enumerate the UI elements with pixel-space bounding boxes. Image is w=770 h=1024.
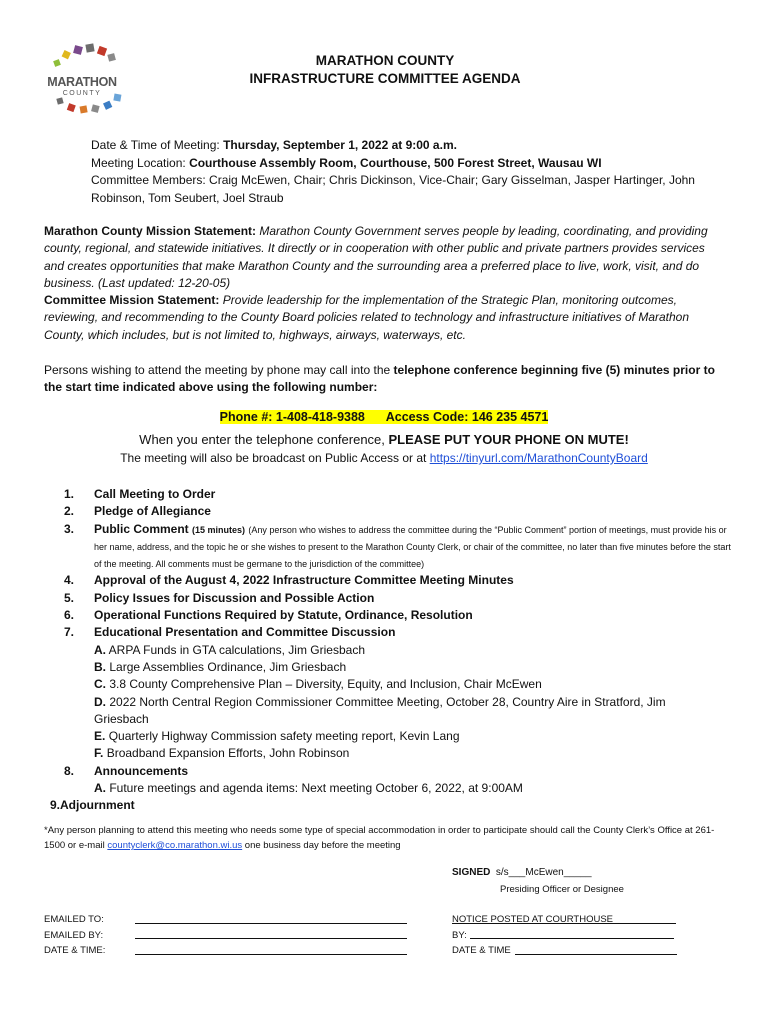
broadcast-link[interactable]: https://tinyurl.com/MarathonCountyBoard — [429, 451, 648, 465]
signed-value: s/s___McEwen_____ — [495, 867, 592, 878]
posted-date-time-label: DATE & TIME — [452, 945, 511, 956]
meeting-location: Meeting Location: Courthouse Assembly Room, Courthouse, 500 Forest Street, Wausau WI — [91, 155, 602, 170]
agenda-item-9: 9.Adjournment — [50, 798, 135, 813]
posted-by-field — [470, 938, 674, 939]
mute-notice: When you enter the telephone conference, PLEASE PUT YOUR PHONE ON MUTE! — [139, 432, 629, 447]
agenda-item-3: 3. Public Comment (15 minutes) (Any person who wishes to address the committee during the “Public Comment” portion of meetings, must provide his or her name, address, and the topic he or she wishes to present to the Marathon County Clerk, or chair of the committee, no later than five minutes before the start of the meeting. All comments must be germane to the jurisdiction of the committee) — [64, 521, 731, 570]
logo-sub: COUNTY — [62, 90, 102, 97]
date-time-label: DATE & TIME: — [44, 945, 106, 956]
access-code: Access Code: 146 235 4571 — [385, 410, 549, 424]
footer-right-labels — [452, 912, 613, 959]
signature-role: Presiding Officer or Designee — [500, 884, 624, 895]
marathon-county-logo — [34, 42, 130, 114]
agenda-item-6: 6. Operational Functions Required by Statute, Ordinance, Resolution — [64, 608, 473, 623]
emailed-to-field — [135, 923, 407, 924]
committee-mission: Committee Mission Statement: Provide leadership for the implementation of the Strategic Plan, monitoring outcomes, reviewing, and recommending to the County Board policies related to technology and infrastructure initiatives of Marathon County, which includes, but is not limited to, highways, airways, waterways, etc. — [44, 293, 690, 342]
sub-item: C. 3.8 County Comprehensive Plan – Diversity, Equity, and Inclusion, Chair McEwen — [94, 677, 542, 692]
clerk-email-link[interactable]: countyclerk@co.marathon.wi.us — [107, 840, 243, 851]
title-line-2: INFRASTRUCTURE COMMITTEE AGENDA — [249, 71, 521, 86]
sub-item: F. Broadband Expansion Efforts, John Robinson — [94, 746, 350, 761]
agenda-item-2: 2. Pledge of Allegiance — [64, 504, 211, 519]
agenda-item-8-subitem: A. Future meetings and agenda items: Next meeting October 6, 2022, at 9:00AM — [94, 781, 523, 796]
phone-intro: Persons wishing to attend the meeting by phone may call into the telephone conference beginning five (5) minutes prior to the start time indicated above using the following number: — [44, 363, 715, 395]
meeting-info — [91, 137, 731, 207]
agenda-item-5: 5. Policy Issues for Discussion and Possible Action — [64, 590, 375, 605]
committee-members: Committee Members: Craig McEwen, Chair; Chris Dickinson, Vice-Chair; Gary Gisselman, Jasper Hartinger, John Robinson, Tom Seubert, Joel Straub — [91, 173, 695, 205]
sub-item: E. Quarterly Highway Commission safety meeting report, Kevin Lang — [94, 729, 460, 744]
county-mission: Marathon County Mission Statement: Marathon County Government serves people by leading, coordinating, and providing county, regional, and statewide initiatives. It directly or in cooperation with other public and private partners provides services and creates opportunities that make Marathon County and the surrounding area a preferred place to live, work, visit, and do business. (Last updated: 12-20-05) — [44, 224, 708, 290]
sub-item: A. ARPA Funds in GTA calculations, Jim Griesbach — [94, 642, 365, 657]
agenda-list — [50, 486, 744, 815]
logo-word: MARATHON — [47, 75, 117, 89]
page-title — [160, 52, 610, 88]
phone-number: Phone #: 1-408-418-9388 — [219, 410, 365, 424]
agenda-item-8: 8. Announcements — [64, 763, 189, 778]
sub-item: D. 2022 North Central Region Commissioner Committee Meeting, October 28, Country Aire in Stratford, Jim Griesbach — [94, 694, 666, 726]
phone-number-line — [44, 410, 724, 424]
accommodation-notice: *Any person planning to attend this meeting who needs some type of special accommodation in order to participate should call the County Clerk’s Office at 261-1500 or e-mail countyclerk@co.marathon.wi.us one business day before the meeting — [44, 825, 715, 851]
mission-statements — [44, 223, 724, 344]
meeting-date: Date & Time of Meeting: Thursday, September 1, 2022 at 9:00 a.m. — [91, 138, 457, 152]
posted-date-time-field — [515, 954, 677, 955]
agenda-item-7: 7. Educational Presentation and Committee Discussion — [64, 625, 396, 640]
notice-posted-underline — [452, 923, 676, 924]
emailed-by-field — [135, 938, 407, 939]
agenda-item-1: 1. Call Meeting to Order — [64, 487, 216, 501]
sub-item: B. Large Assemblies Ordinance, Jim Griesbach — [94, 659, 347, 674]
emailed-to-label: EMAILED TO: — [44, 914, 104, 925]
posted-by-label: BY: — [452, 929, 467, 941]
broadcast-notice: The meeting will also be broadcast on Public Access or at https://tinyurl.com/MarathonCountyBoard — [120, 451, 648, 465]
agenda-item-7-subitems — [64, 642, 714, 763]
date-time-field — [135, 954, 407, 955]
agenda-item-4: 4. Approval of the August 4, 2022 Infrastructure Committee Meeting Minutes — [64, 573, 514, 588]
signature-line: SIGNED s/s___McEwen_____ — [452, 867, 592, 878]
notice-posted-label: NOTICE POSTED AT COURTHOUSE — [452, 914, 613, 925]
title-line-1: MARATHON COUNTY — [315, 53, 455, 68]
footer-left-labels — [44, 912, 105, 959]
emailed-by-label: EMAILED BY: — [44, 929, 104, 941]
